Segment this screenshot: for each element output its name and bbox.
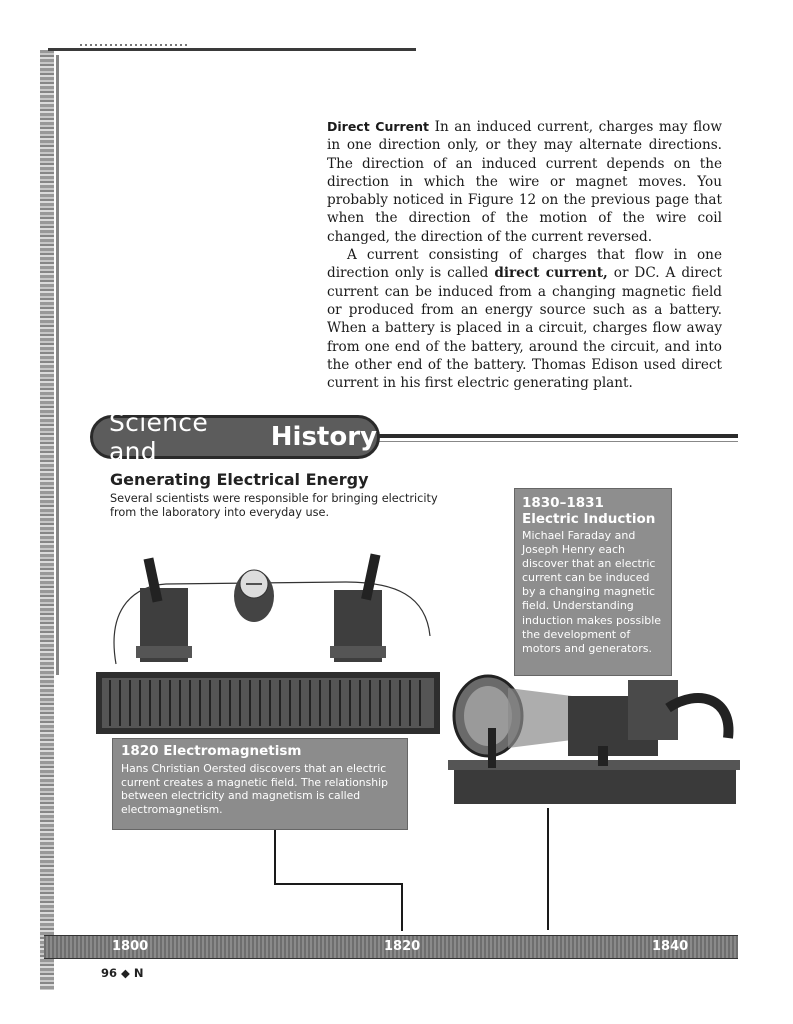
left-switch <box>136 557 192 662</box>
connector-1820-vertical <box>274 830 276 884</box>
paragraph-1 <box>327 118 722 246</box>
connector-1820-down <box>401 883 403 931</box>
timeline-label-1840: 1840 <box>652 939 689 954</box>
timeline-label-1800: 1800 <box>112 939 149 954</box>
banner-history-text: History <box>270 422 377 452</box>
scan-spine-shadow <box>40 50 54 990</box>
banner-science-text: Science and <box>109 408 209 466</box>
event-card-1830 <box>514 488 672 676</box>
page-number: 96 ◆ N <box>101 966 144 980</box>
article-body <box>327 118 722 392</box>
scan-edge-line <box>56 55 59 675</box>
oersted-apparatus-image <box>96 546 440 738</box>
key-term: direct current, <box>494 265 608 282</box>
top-rule-dots <box>80 44 190 46</box>
event-1830-title: 1830–1831 Electric Induction <box>522 495 656 527</box>
paragraph-2 <box>327 246 722 392</box>
event-card-1820 <box>112 738 408 830</box>
paragraph-1-text: In an induced current, charges may flow in one direction only, or they may alternate directions. The direction of an induced current depends on the direction in which the wire or magnet moves. You probably noticed in Figure 12 on the previous page that when the direction of the motion of the wire coil changed, the direction of the current reversed. <box>327 119 722 245</box>
feature-title: Generating Electrical Energy <box>110 470 369 489</box>
section-heading: Direct Current <box>327 119 430 134</box>
event-1820-title: 1820 Electromagnetism <box>121 743 302 759</box>
battery-trough <box>96 672 440 734</box>
event-1820-body: Hans Christian Oersted discovers that an electric current creates a magnetic field. The relationship between electricity and magnetism is called electromagnetism. <box>121 762 388 816</box>
timeline-label-1820: 1820 <box>384 939 421 954</box>
paragraph-2-text-a: A current consisting of charges that flow in one direction only is called <box>327 247 722 282</box>
timeline-bar <box>44 935 738 959</box>
induction-apparatus-image <box>448 668 740 808</box>
science-history-banner <box>90 408 380 466</box>
paragraph-2-text-b: or DC. A direct current can be induced from a changing magnetic field or produced from an energy source such as a battery. When a battery is placed in a circuit, charges flow away from one end of the battery, around the circuit, and into the other end of the battery. Thomas Edison used direct current in his first electric generating plant. <box>327 265 722 392</box>
connector-1820-horizontal <box>274 883 402 885</box>
event-1830-body: Michael Faraday and Joseph Henry each discover that an electric current can be induced by a changing magnetic field. Understanding induction makes possible the development of motors and generators. <box>522 529 662 655</box>
banner-rule <box>372 434 738 438</box>
connector-1830-vertical <box>547 808 549 930</box>
right-switch <box>330 553 386 662</box>
banner-rule-thin <box>372 441 738 442</box>
top-rule <box>48 48 416 51</box>
compass <box>234 570 274 622</box>
feature-description: Several scientists were responsible for bringing electricity from the laboratory into everyday use. <box>110 492 438 519</box>
